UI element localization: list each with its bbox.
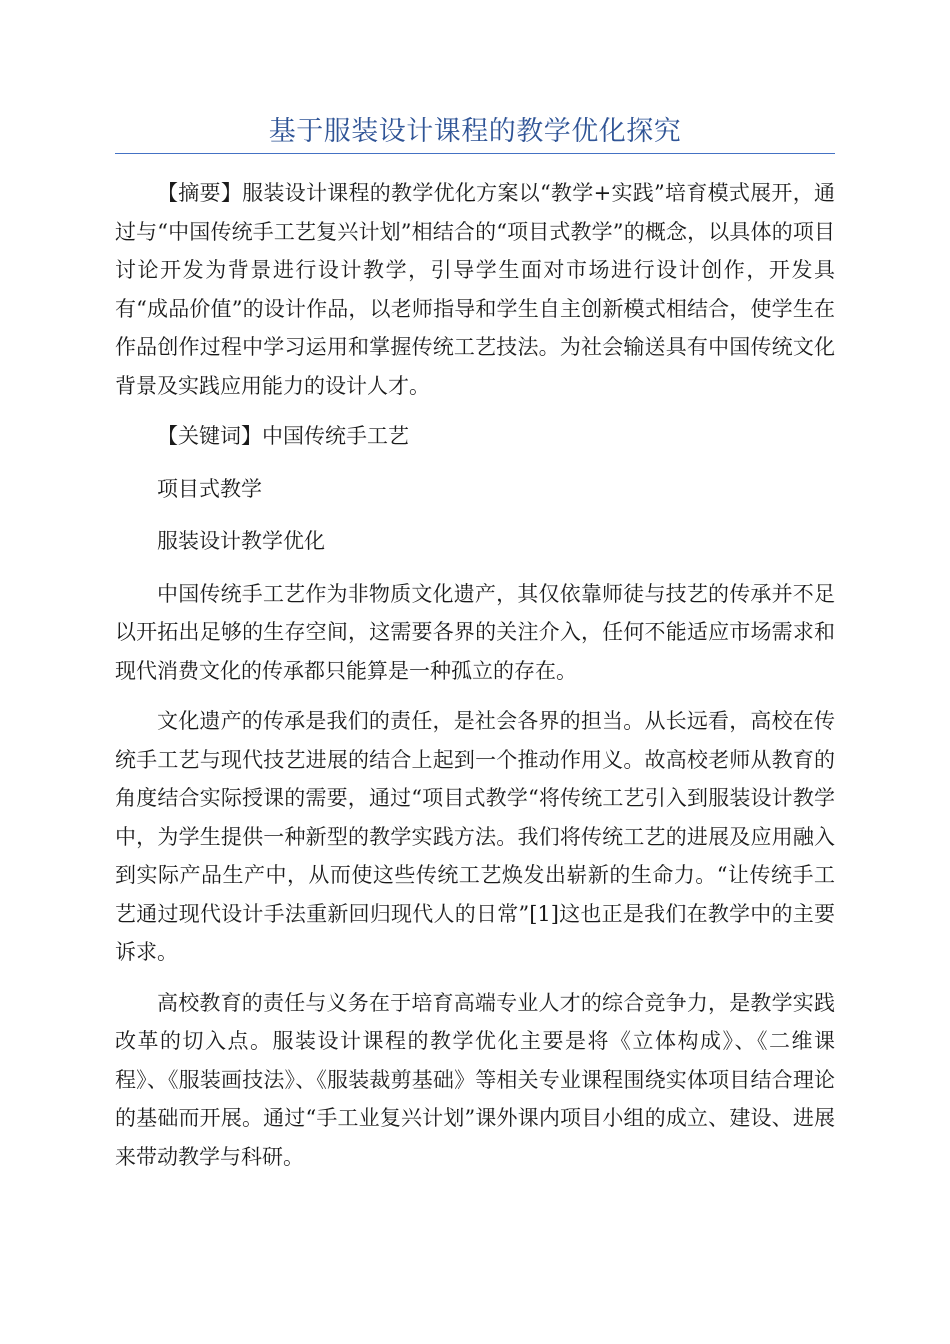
- abstract-paragraph: 【摘要】服装设计课程的教学优化方案以“教学+实践”培育模式展开，通过与“中国传统手工艺复兴计划”相结合的“项目式教学”的概念，以具体的项目讨论开发为背景进行设计教学，引导学生面对市场进行设计创作，开发具有“成品价值”的设计作品，以老师指导和学生自主创新模式相结合，使学生在作品创作过程中学习运用和掌握传统工艺技法。为社会输送具有中国传统文化背景及实践应用能力的设计人才。: [115, 181, 835, 398]
- keyword-line: 【关键词】中国传统手工艺: [157, 424, 409, 448]
- body-paragraph: 文化遗产的传承是我们的责任，是社会各界的担当。从长远看，高校在传统手工艺与现代技艺进展的结合上起到一个推动作用义。故高校老师从教育的角度结合实际授课的需要，通过“项目式教学“将传统工艺引入到服装设计教学中，为学生提供一种新型的教学实践方法。我们将传统工艺的进展及应用融入到实际产品生产中，从而使这些传统工艺焕发出崭新的生命力。“让传统手工艺通过现代设计手法重新回归现代人的日常”[1]这也正是我们在教学中的主要诉求。: [115, 709, 835, 964]
- title-underline: [115, 153, 835, 154]
- keyword-line: 项目式教学: [157, 476, 262, 501]
- body-paragraph: 中国传统手工艺作为非物质文化遗产，其仅依靠师徒与技艺的传承并不足以开拓出足够的生存空间，这需要各界的关注介入，任何不能适应市场需求和现代消费文化的传承都只能算是一种孤立的存在。: [115, 581, 835, 683]
- document-title: 基于服装设计课程的教学优化探究: [268, 116, 682, 147]
- keyword-line: 服装设计教学优化: [157, 529, 325, 553]
- document-body: [115, 174, 835, 1188]
- body-paragraph: 高校教育的责任与义务在于培育高端专业人才的综合竞争力，是教学实践改革的切入点。服装设计课程的教学优化主要是将《立体构成》、《二维课程》、《服装画技法》、《服装裁剪基础》等相关专业课程围绕实体项目结合理论的基础而开展。通过“手工业复兴计划”课外课内项目小组的成立、建设、进展来带动教学与科研。: [115, 990, 835, 1169]
